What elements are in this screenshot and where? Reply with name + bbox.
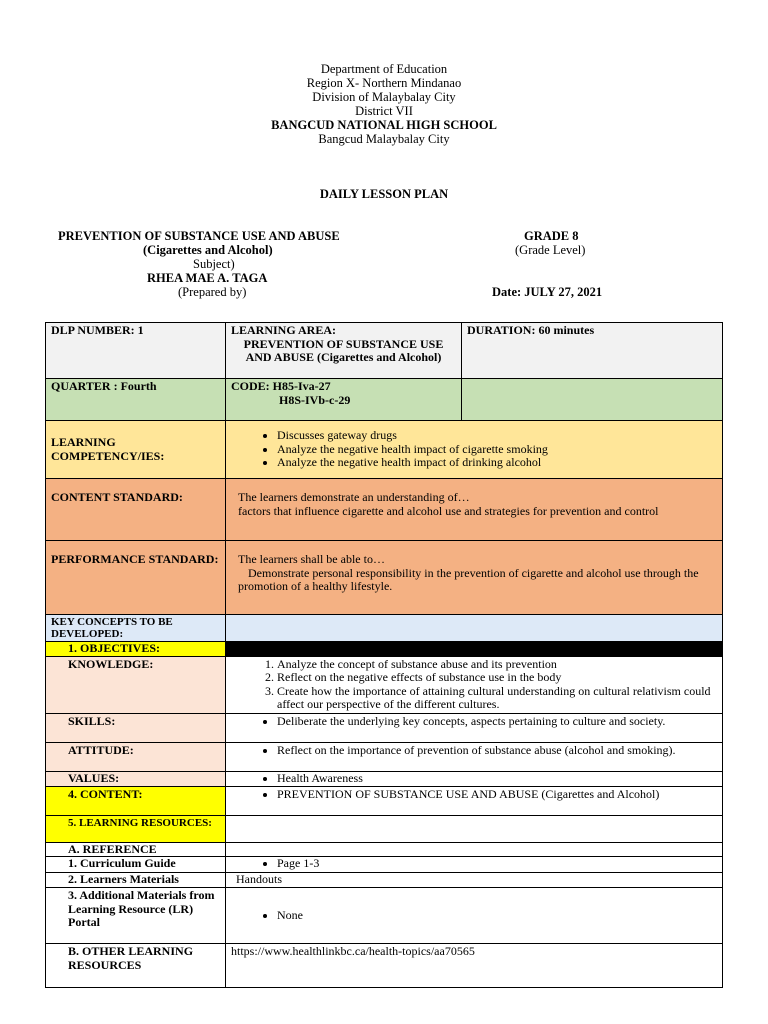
code-line1: CODE: H85-Iva-27 [231,379,331,393]
key-concepts-label: KEY CONCEPTS TO BE DEVELOPED: [46,615,226,642]
dlp-number-cell: DLP NUMBER: 1 [46,323,226,379]
content-standard-cell [226,479,723,541]
key-concepts-cell [226,615,723,642]
lesson-plan-table [45,322,723,988]
duration-cell: DURATION: 60 minutes [462,323,723,379]
curriculum-cell [226,857,723,873]
content-standard-line1: The learners demonstrate an understanding of… [238,490,470,504]
attitude-cell [226,742,723,771]
school-name: BANGCUD NATIONAL HIGH SCHOOL [271,118,497,132]
code-cell [226,379,462,421]
skills-label: SKILLS: [46,713,226,742]
list-item: 3. Create how the importance of attaining cultural understanding on cultural relativism could affect our perspective of the different cultures. [277,685,717,712]
learning-area-label: LEARNING AREA: [231,323,337,337]
list-item: • Analyze the negative health impact of drinking alcohol [277,456,717,470]
header-department: Department of Education [320,62,448,76]
performance-standard-label: PERFORMANCE STANDARD: [46,541,226,615]
curriculum-label: 1. Curriculum Guide [46,857,226,873]
additional-materials-label: 3. Additional Materials from Learning Resource (LR) Portal [46,888,226,944]
competency-cell [226,421,723,479]
knowledge-list [231,658,717,712]
content-label: 4. CONTENT: [46,786,226,815]
subject-line1: PREVENTION OF SUBSTANCE USE AND ABUSE [58,229,340,243]
learning-area-value: PREVENTION OF SUBSTANCE USE AND ABUSE (Cigarettes and Alcohol) [243,336,444,364]
code-line2: H8S-IVb-c-29 [279,392,351,407]
lesson-date: Date: JULY 27, 2021 [492,285,603,299]
reference-label: A. REFERENCE [46,842,226,857]
list-item: • Analyze the negative health impact of cigarette smoking [277,443,717,457]
list-item: • Deliberate the underlying key concepts, aspects pertaining to culture and society. [277,715,717,729]
performance-standard-line2: Demonstrate personal responsibility in the prevention of cigarette and alcohol use through the promotion of a healthy lifestyle. [238,565,699,593]
header-region: Region X- Northern Mindanao [306,76,462,90]
values-cell [226,771,723,786]
objectives-label: 1. OBJECTIVES: [46,642,226,657]
empty-code-cell [462,379,723,421]
objectives-black-bar [226,642,723,657]
other-resources-label: B. OTHER LEARNING RESOURCES [46,944,226,988]
knowledge-cell [226,656,723,713]
learners-materials-cell: Handouts [226,873,723,888]
reference-cell [226,842,723,857]
list-item: • Reflect on the importance of prevention of substance abuse (alcohol and smoking). [277,744,717,758]
competency-list [231,429,717,470]
learners-materials-label: 2. Learners Materials [46,873,226,888]
list-item: • PREVENTION OF SUBSTANCE USE AND ABUSE (Cigarettes and Alcohol) [277,788,717,802]
content-standard-label: CONTENT STANDARD: [46,479,226,541]
subject-line2: (Cigarettes and Alcohol) [143,243,273,257]
skills-cell [226,713,723,742]
values-label: VALUES: [46,771,226,786]
additional-materials-cell [226,888,723,944]
resources-label: 5. LEARNING RESOURCES: [46,815,226,842]
list-item: • None [277,909,717,923]
school-address: Bangcud Malaybalay City [318,132,450,146]
performance-standard-line1: The learners shall be able to… [238,552,385,566]
subject-caption: Subject) [193,257,235,271]
learning-area-cell [226,323,462,379]
list-item: 1. Analyze the concept of substance abuse and its prevention [277,658,717,672]
header-district: District VII [355,104,413,118]
list-item: 2. Reflect on the negative effects of substance use in the body [277,671,717,685]
teacher-name: RHEA MAE A. TAGA [147,271,268,285]
list-item: • Health Awareness [277,772,717,786]
performance-standard-cell [226,541,723,615]
other-resources-cell: https://www.healthlinkbc.ca/health-topics/aa70565 [226,944,723,988]
teacher-caption: (Prepared by) [178,285,247,299]
document-title: DAILY LESSON PLAN [319,187,449,201]
competency-label: LEARNING COMPETENCY/IES: [46,421,226,479]
attitude-label: ATTITUDE: [46,742,226,771]
grade-level: GRADE 8 [524,229,579,243]
quarter-cell: QUARTER : Fourth [46,379,226,421]
resources-cell [226,815,723,842]
content-standard-line2: factors that influence cigarette and alcohol use and strategies for prevention and control [238,503,659,518]
content-cell [226,786,723,815]
knowledge-label: KNOWLEDGE: [46,656,226,713]
grade-caption: (Grade Level) [515,243,586,257]
header-division: Division of Malaybalay City [312,90,456,104]
list-item: • Discusses gateway drugs [277,429,717,443]
list-item: • Page 1-3 [277,857,717,871]
